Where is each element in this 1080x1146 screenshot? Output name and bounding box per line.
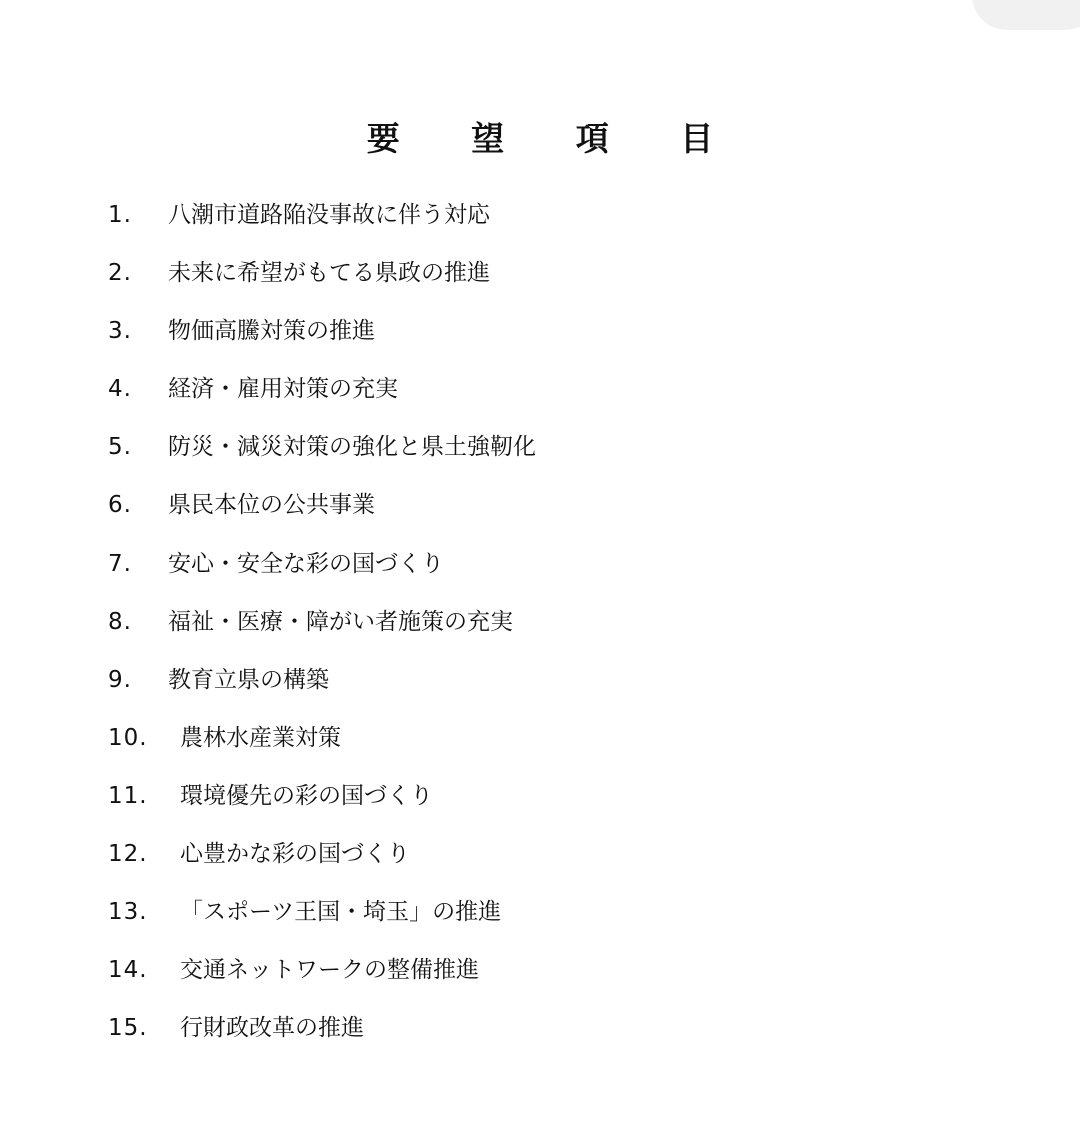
item-number: 4.	[108, 376, 132, 403]
item-label: 経済・雇用対策の充実	[168, 376, 398, 403]
page-title: 要 望 項 目	[366, 119, 744, 159]
list-item	[108, 776, 536, 834]
item-number: 5.	[108, 434, 132, 461]
item-label: 環境優先の彩の国づくり	[180, 782, 433, 809]
list-item	[108, 544, 536, 602]
list-item	[108, 195, 536, 253]
list-item	[108, 950, 536, 1008]
list-item	[108, 311, 536, 369]
item-label: 「スポーツ王国・埼玉」の推進	[180, 899, 502, 926]
item-label: 交通ネットワークの整備推進	[180, 957, 479, 984]
list-item	[108, 253, 536, 311]
list-item	[108, 834, 536, 892]
item-label: 防災・減災対策の強化と県土強靭化	[168, 434, 536, 461]
item-number: 1.	[108, 202, 132, 228]
item-label: 心豊かな彩の国づくり	[180, 841, 410, 868]
item-label: 安心・安全な彩の国づくり	[168, 550, 444, 577]
item-label: 農林水産業対策	[180, 724, 341, 751]
list-item	[108, 1008, 536, 1066]
item-label: 行財政改革の推進	[180, 1015, 364, 1042]
list-item	[108, 602, 536, 660]
item-number: 2.	[108, 260, 132, 287]
item-number: 3.	[108, 318, 132, 345]
item-number: 7.	[108, 550, 132, 577]
item-number: 9.	[108, 666, 132, 693]
item-label: 教育立県の構築	[168, 666, 329, 693]
item-label: 未来に希望がもてる県政の推進	[168, 260, 490, 287]
item-number: 10.	[108, 724, 148, 751]
item-label: 福祉・医療・障がい者施策の充実	[168, 608, 513, 635]
item-number: 15.	[108, 1015, 148, 1042]
item-number: 13.	[108, 899, 148, 926]
request-items-list	[108, 195, 536, 1066]
item-number: 14.	[108, 957, 148, 984]
item-label: 物価高騰対策の推進	[168, 318, 375, 345]
list-item	[108, 427, 536, 485]
list-item	[108, 485, 536, 543]
item-label: 八潮市道路陥没事故に伴う対応	[168, 202, 490, 228]
list-item	[108, 892, 536, 950]
item-number: 11.	[108, 782, 148, 809]
corner-tab[interactable]	[972, 0, 1080, 30]
list-item	[108, 369, 536, 427]
item-label: 県民本位の公共事業	[168, 492, 375, 519]
list-item	[108, 660, 536, 718]
item-number: 8.	[108, 608, 132, 635]
item-number: 12.	[108, 841, 148, 868]
item-number: 6.	[108, 492, 132, 519]
list-item	[108, 718, 536, 776]
